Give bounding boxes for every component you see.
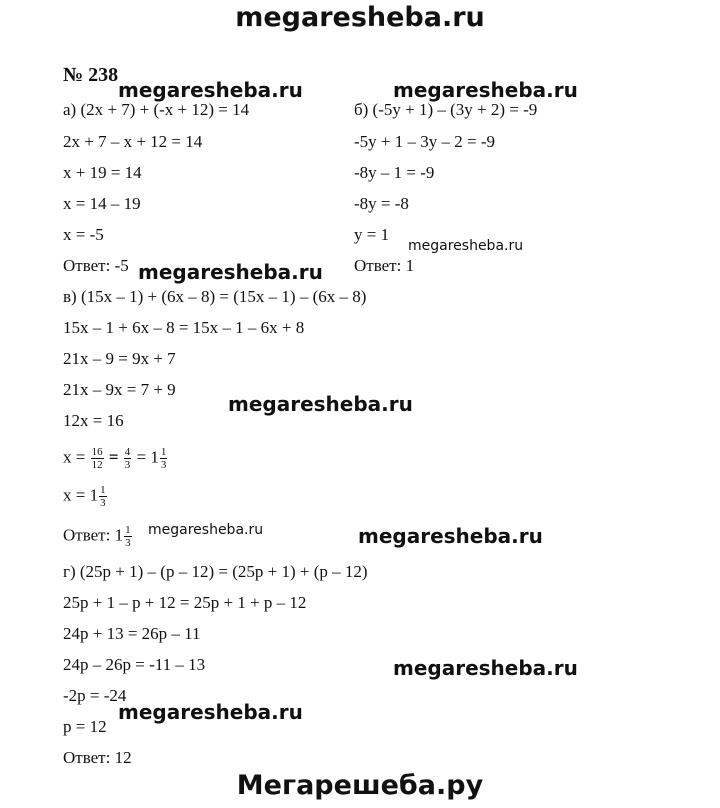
x-mixed-prefix: x = 1 (63, 485, 99, 505)
part-v-line: 21x – 9x = 7 + 9 (63, 380, 176, 399)
watermark: megaresheba.ru (148, 522, 264, 538)
part-b-line: -8y = -8 (354, 194, 409, 213)
problem-number: № 238 (63, 64, 119, 86)
part-v-line: в) (15x – 1) + (6x – 8) = (15x – 1) – (6x – 8) (63, 287, 367, 306)
part-v-line: 12x = 16 (63, 411, 124, 430)
watermark: megaresheba.ru (393, 78, 578, 102)
watermark: megaresheba.ru (393, 656, 578, 680)
part-v-line: 21x – 9 = 9x + 7 (63, 349, 176, 368)
part-g-answer: Ответ: 12 (63, 748, 132, 767)
part-a-line: а) (2x + 7) + (-x + 12) = 14 (63, 100, 250, 119)
part-v-fraction-line (63, 446, 168, 471)
part-v-line: 15x – 1 + 6x – 8 = 15x – 1 – 6x + 8 (63, 318, 305, 337)
frac-numerator: 4 (124, 446, 131, 458)
watermark: megaresheba.ru (408, 238, 524, 254)
frac-denominator: 3 (125, 537, 131, 549)
answer-prefix: Ответ: 1 (63, 525, 124, 545)
fraction-1-3 (160, 446, 168, 471)
part-a-line: x = -5 (63, 225, 104, 244)
fraction-1-3 (99, 484, 107, 509)
part-b-line: -5y + 1 – 3y – 2 = -9 (354, 132, 495, 151)
part-g-line: 24p – 26p = -11 – 13 (63, 655, 206, 674)
part-g-line: 25p + 1 – p + 12 = 25p + 1 + p – 12 (63, 593, 307, 612)
watermark: megaresheba.ru (358, 524, 543, 548)
frac-numerator: 16 (91, 446, 103, 458)
frac-numerator: 1 (125, 524, 131, 536)
frac-numerator: 1 (160, 446, 167, 458)
part-a-line: x = 14 – 19 (63, 194, 141, 213)
frac-denominator: 3 (100, 497, 106, 509)
fraction-1-3 (124, 524, 132, 549)
part-g-line: -2p = -24 (63, 686, 127, 705)
frac-denominator: 12 (91, 459, 103, 471)
part-b-line: б) (-5y + 1) – (3y + 2) = -9 (354, 100, 538, 119)
fraction-4-3 (124, 446, 132, 471)
part-g-line: p = 12 (63, 717, 107, 736)
part-a-line: 2x + 7 – x + 12 = 14 (63, 132, 203, 151)
frac-denominator: 3 (160, 459, 167, 471)
watermark: megaresheba.ru (228, 392, 413, 416)
part-g-line: 24p + 13 = 26p – 11 (63, 624, 201, 643)
part-v-answer (63, 524, 133, 549)
site-footer: Мегарешеба.ру (236, 770, 484, 801)
watermark: megaresheba.ru (118, 78, 303, 102)
part-a-answer: Ответ: -5 (63, 256, 129, 275)
part-b-answer: Ответ: 1 (354, 256, 415, 275)
equals-sign: = (108, 447, 119, 467)
part-b-line: y = 1 (354, 225, 390, 244)
part-v-mixed-line (63, 484, 108, 509)
watermark: megaresheba.ru (118, 700, 303, 724)
part-b-line: -8y – 1 = -9 (354, 163, 435, 182)
fraction-16-12 (91, 446, 104, 471)
frac-denominator: 3 (124, 459, 131, 471)
equals-one: = 1 (136, 447, 159, 467)
watermark: megaresheba.ru (138, 260, 323, 284)
part-g-line: г) (25p + 1) – (p – 12) = (25p + 1) + (p – 12) (63, 562, 368, 581)
part-a-line: x + 19 = 14 (63, 163, 142, 182)
site-header: megaresheba.ru (235, 2, 485, 33)
frac-numerator: 1 (100, 484, 106, 496)
x-prefix: x = (63, 447, 86, 467)
